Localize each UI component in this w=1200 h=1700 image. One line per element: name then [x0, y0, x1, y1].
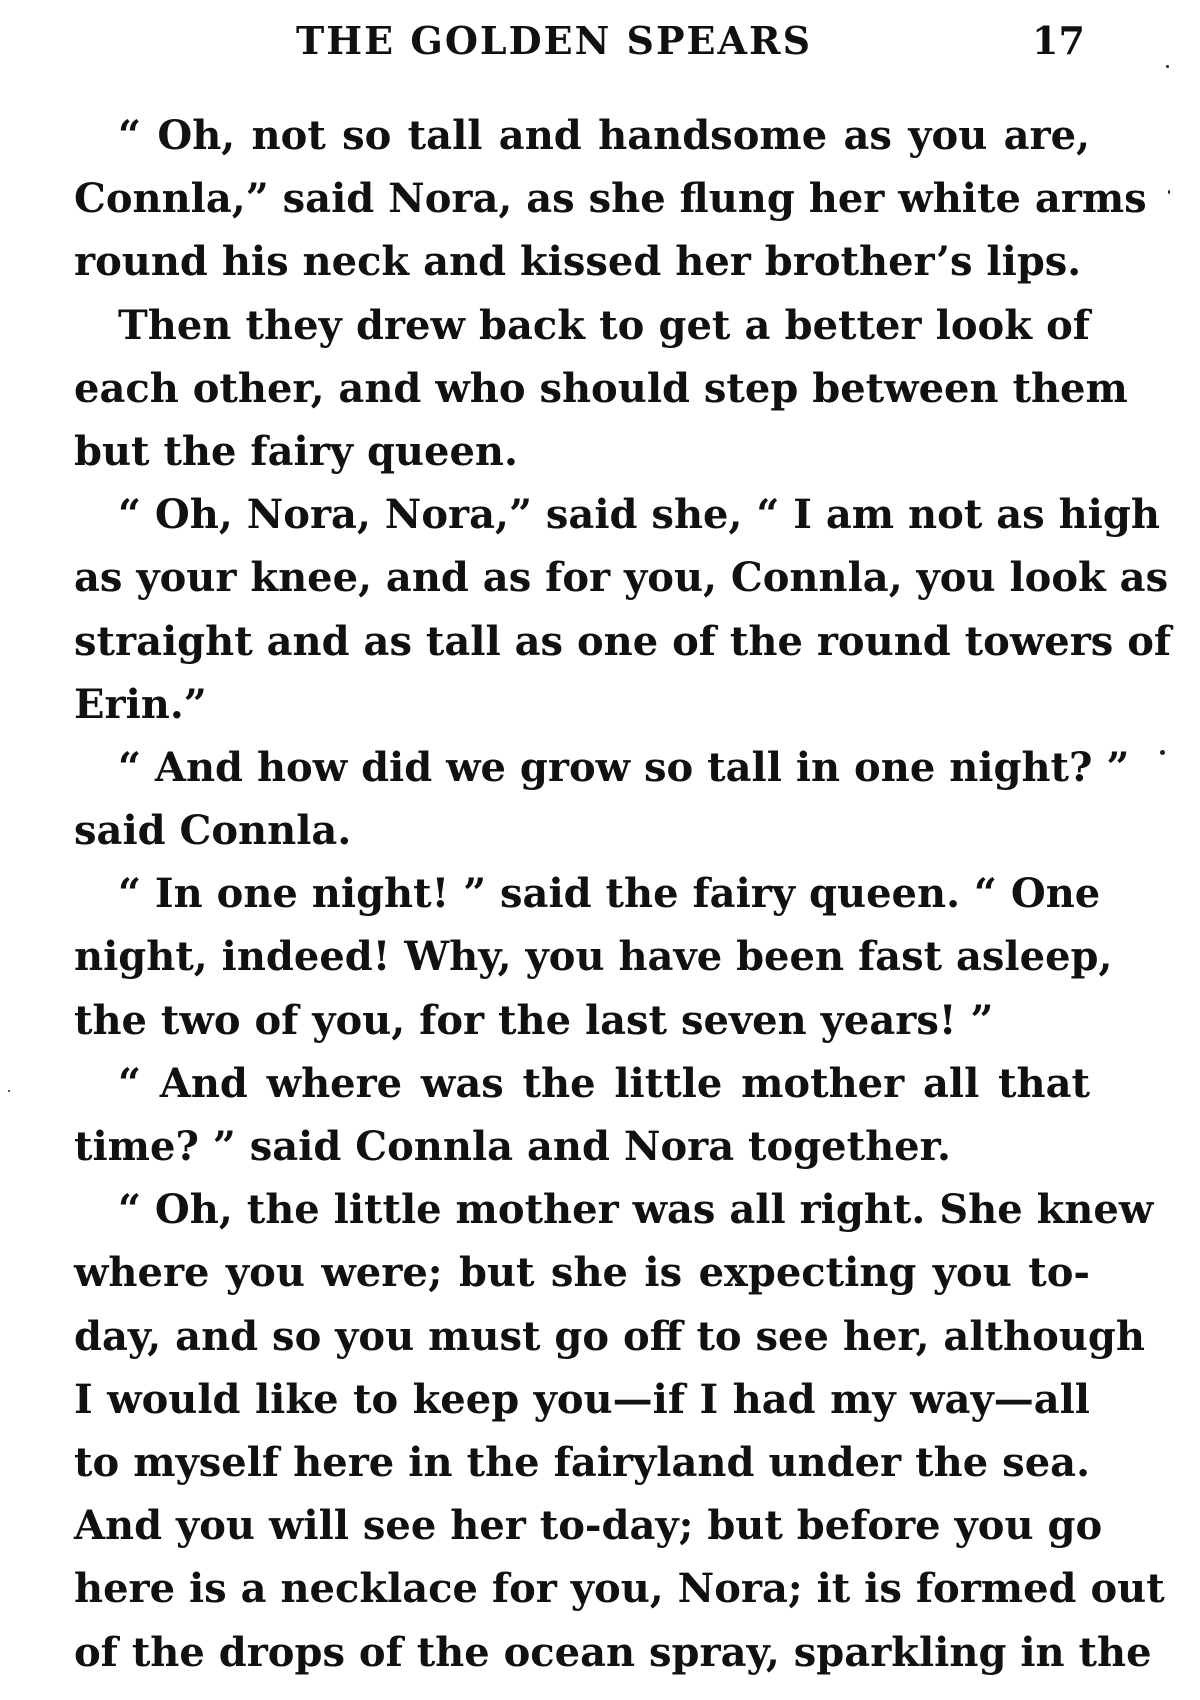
text-line: And you will see her to-day; but before you go — [74, 1502, 1103, 1550]
text-line: I would like to keep you—if I had my way—all — [74, 1375, 1090, 1423]
text-line: “ In one night! ” said the fairy queen. “ One — [118, 870, 1101, 918]
text-line: each other, and who should step between them — [74, 364, 1128, 412]
text-line: “ Oh, Nora, Nora,” said she, “ I am not as high — [118, 491, 1160, 539]
text-line: said Connla. — [74, 807, 352, 855]
print-speck — [1160, 750, 1165, 755]
print-speck — [1168, 190, 1170, 194]
print-speck — [8, 1090, 10, 1092]
text-line: day, and so you must go off to see her, although — [74, 1312, 1145, 1360]
text-line: Erin.” — [74, 680, 207, 728]
page-number: 17 — [1032, 18, 1085, 63]
print-speck — [1166, 65, 1169, 68]
text-line: of the drops of the ocean spray, sparkling in the — [74, 1628, 1152, 1676]
text-line: time? ” said Connla and Nora together. — [74, 1123, 951, 1170]
text-line: round his neck and kissed her brother’s lips. — [74, 238, 1082, 286]
text-line: night, indeed! Why, you have been fast asleep, — [74, 933, 1113, 981]
text-line: Connla,” said Nora, as she flung her white arms — [74, 175, 1147, 223]
text-line: here is a necklace for you, Nora; it is formed out — [74, 1565, 1165, 1613]
running-head — [0, 18, 1200, 78]
text-line: “ And how did we grow so tall in one night? ” — [118, 743, 1130, 791]
text-line: “ And where was the little mother all that — [118, 1059, 1090, 1107]
text-line: straight and as tall as one of the round towers of — [74, 617, 1172, 665]
text-line: the two of you, for the last seven years! ” — [74, 996, 994, 1044]
text-line: Then they drew back to get a better look of — [118, 301, 1090, 349]
text-line: “ Oh, not so tall and handsome as you are, — [118, 112, 1090, 159]
text-line: “ Oh, the little mother was all right. She knew — [118, 1186, 1154, 1234]
text-line: to myself here in the fairyland under the sea. — [74, 1438, 1090, 1486]
body-text — [74, 104, 1172, 1684]
running-title: THE GOLDEN SPEARS — [296, 18, 813, 63]
text-line: as your knee, and as for you, Connla, you look as — [74, 554, 1169, 602]
text-line: where you were; but she is expecting you to- — [74, 1249, 1090, 1297]
text-line: but the fairy queen. — [74, 427, 518, 475]
